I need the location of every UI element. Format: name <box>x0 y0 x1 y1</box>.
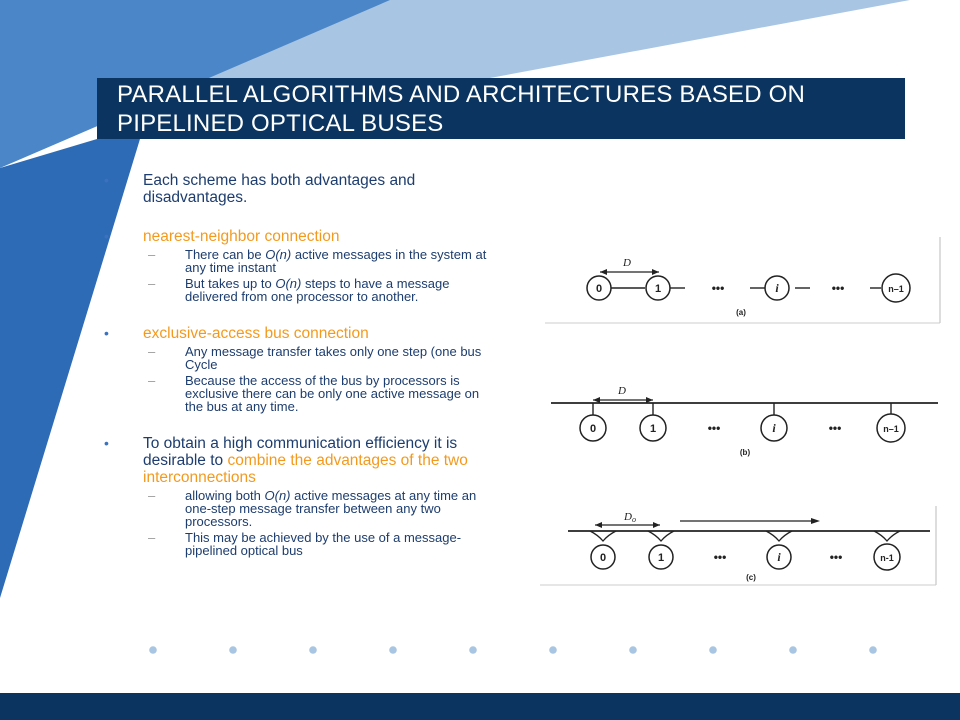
sub-bullet-text: Cycle <box>185 357 218 372</box>
svg-text:n-1: n-1 <box>880 553 894 563</box>
figure-a-nearest-neighbor <box>545 237 945 327</box>
ellipsis: ••• <box>711 281 725 295</box>
svg-text:n–1: n–1 <box>888 284 904 294</box>
ellipsis: ••• <box>829 550 843 564</box>
svg-text:0: 0 <box>599 552 607 564</box>
bullet-text: To obtain a high communication efficiency it is <box>143 435 458 452</box>
ellipsis: ••• <box>713 550 727 564</box>
svg-text:i: i <box>775 281 779 295</box>
ellipsis: ••• <box>828 421 842 435</box>
bullet-item-communication-efficiency <box>104 435 564 486</box>
sub-bullet-text: processors. <box>185 514 253 529</box>
sub-bullet-text: pipelined optical bus <box>185 543 303 558</box>
sub-bullet-text: the bus at any time. <box>185 399 299 414</box>
figure-c-pipelined-optical-bus <box>540 506 940 590</box>
distance-marker <box>595 511 660 528</box>
sub-bullet-text: active messages at any time an <box>290 488 477 503</box>
sub-bullet-text: This may be achieved by the use of a message- <box>185 530 462 545</box>
figure-label: (c) <box>746 573 756 582</box>
math-term: O(n) <box>275 276 302 291</box>
svg-text:1: 1 <box>649 423 657 435</box>
sub-bullet-text: There can be <box>185 247 266 262</box>
dash-icon: – <box>148 344 156 359</box>
sub-bullet-text: But takes up to <box>185 276 276 291</box>
distance-label: Do <box>624 511 636 524</box>
dash-icon: – <box>148 276 156 291</box>
sub-bullet-text: delivered from one processor to another. <box>185 289 419 304</box>
dash-icon: – <box>148 530 156 545</box>
svg-text:0: 0 <box>589 423 597 435</box>
slide-title <box>117 80 905 138</box>
sub-bullet-text: Any message transfer takes only one step (one bus <box>185 344 482 359</box>
ellipsis: ••• <box>831 281 845 295</box>
svg-text:1: 1 <box>657 552 665 564</box>
sub-bullet-item <box>104 531 564 557</box>
title-line-2: PIPELINED OPTICAL BUSES <box>117 110 444 137</box>
sub-bullet-text: one-step message transfer between any two <box>185 501 441 516</box>
bullet-text: disadvantages. <box>143 189 248 206</box>
sub-bullet-item <box>104 248 564 274</box>
figure-b-exclusive-bus <box>548 378 943 460</box>
svg-text:0: 0 <box>595 283 603 295</box>
sub-bullet-text: allowing both <box>185 488 265 503</box>
decorative-dots-row <box>0 640 960 660</box>
bullet-list <box>104 172 564 557</box>
dash-icon: – <box>148 488 156 503</box>
bullet-dot-icon: • <box>104 435 109 451</box>
highlight-text: combine the advantages of the two <box>227 452 468 469</box>
bullet-heading: nearest-neighbor connection <box>143 228 340 245</box>
title-bar <box>97 78 905 139</box>
figure-label: (a) <box>736 308 746 317</box>
svg-text:i: i <box>777 550 781 564</box>
sub-bullet-item <box>104 489 564 528</box>
direction-arrow <box>680 518 820 524</box>
sub-bullet-text: exclusive there can be only one active message on <box>185 386 480 401</box>
bullet-dot-icon: • <box>104 325 109 341</box>
distance-marker <box>600 257 659 275</box>
figure-label: (b) <box>739 448 751 457</box>
sub-bullet-item <box>104 374 564 413</box>
distance-marker <box>593 385 653 403</box>
sub-bullet-text: any time instant <box>185 260 277 275</box>
svg-text:n–1: n–1 <box>883 424 899 434</box>
svg-text:1: 1 <box>654 283 662 295</box>
dash-icon: – <box>148 247 156 262</box>
sub-bullet-text: Because the access of the bus by processors is <box>185 373 460 388</box>
bullet-heading: exclusive-access bus connection <box>143 325 369 342</box>
sub-bullet-text: steps to have a message <box>301 276 450 291</box>
sub-bullet-item <box>104 345 564 371</box>
sub-bullet-item <box>104 277 564 303</box>
bullet-text: Each scheme has both advantages and <box>143 172 416 189</box>
distance-label: D <box>623 257 631 269</box>
footer-bar <box>0 693 960 720</box>
ellipsis: ••• <box>707 421 721 435</box>
sub-bullet-text: active messages in the system at <box>291 247 487 262</box>
bullet-item-schemes <box>104 172 564 206</box>
bullet-dot-icon: • <box>104 172 109 188</box>
math-term: O(n) <box>265 247 292 262</box>
svg-text:i: i <box>772 421 776 435</box>
bullet-item-nearest-neighbor <box>104 228 564 245</box>
bullet-text: desirable to <box>143 452 228 469</box>
title-line-1: PARALLEL ALGORITHMS AND ARCHITECTURES BASED ON <box>117 81 806 108</box>
distance-label: D <box>618 385 626 397</box>
math-term: O(n) <box>264 488 291 503</box>
dash-icon: – <box>148 373 156 388</box>
highlight-text: interconnections <box>143 469 256 486</box>
bullet-item-exclusive-access <box>104 325 564 342</box>
bullet-dot-icon: • <box>104 228 109 244</box>
